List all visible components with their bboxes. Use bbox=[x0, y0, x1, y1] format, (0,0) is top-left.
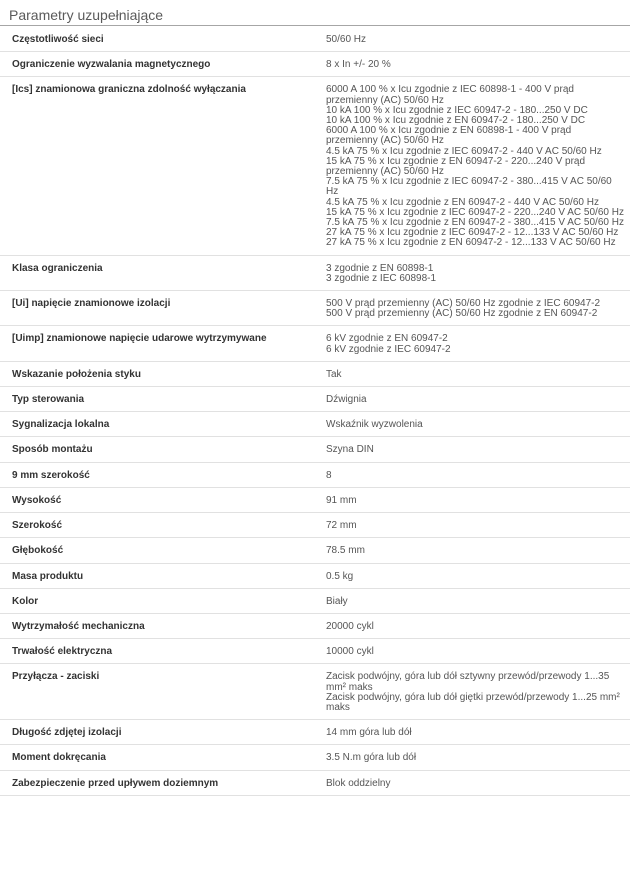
parameter-value-line: 78.5 mm bbox=[326, 545, 365, 557]
table-row bbox=[0, 437, 630, 462]
parameter-value bbox=[316, 412, 630, 437]
table-row bbox=[0, 412, 630, 437]
parameter-value-line: 500 V prąd przemienny (AC) 50/60 Hz zgodnie z IEC 60947-2 bbox=[326, 298, 601, 310]
parameter-value-line: 6 kV zgodnie z EN 60947-2 bbox=[326, 333, 448, 345]
parameter-value-line: Blok oddzielny bbox=[326, 777, 391, 789]
parameter-name: [Ui] napięcie znamionowe izolacji bbox=[0, 291, 316, 326]
parameter-name: Głębokość bbox=[0, 538, 316, 563]
parameter-value bbox=[316, 487, 630, 512]
parameter-value-line: 4.5 kA 75 % x Icu zgodnie z IEC 60947-2 - 440 V AC 50/60 Hz bbox=[326, 145, 602, 157]
parameter-value bbox=[316, 77, 630, 255]
parameter-value-line: Dźwignia bbox=[326, 394, 367, 406]
parameter-value-line: Biały bbox=[326, 595, 348, 607]
parameter-value bbox=[316, 27, 630, 52]
table-row bbox=[0, 745, 630, 770]
parameter-value-line: 15 kA 75 % x Icu zgodnie z IEC 60947-2 - 220...240 V AC 50/60 Hz bbox=[326, 206, 624, 218]
parameter-name: [Uimp] znamionowe napięcie udarowe wytrzymywane bbox=[0, 326, 316, 361]
parameter-value-line: 0.5 kg bbox=[326, 570, 354, 582]
parameter-value-line: 8 bbox=[326, 469, 332, 481]
table-row bbox=[0, 291, 630, 326]
section-divider bbox=[0, 25, 630, 26]
parameter-value-line: 72 mm bbox=[326, 520, 357, 532]
parameter-value-line: 10 kA 100 % x Icu zgodnie z EN 60947-2 - 180...250 V DC bbox=[326, 115, 586, 127]
parameter-name: Wysokość bbox=[0, 487, 316, 512]
table-row bbox=[0, 664, 630, 720]
table-row bbox=[0, 255, 630, 290]
parameter-value bbox=[316, 361, 630, 386]
table-row bbox=[0, 487, 630, 512]
parameter-value-line: 10 kA 100 % x Icu zgodnie z IEC 60947-2 - 180...250 V DC bbox=[326, 104, 588, 116]
parameter-name: Kolor bbox=[0, 588, 316, 613]
parameter-value-line: 6 kV zgodnie z IEC 60947-2 bbox=[326, 343, 451, 355]
parameter-value-line: 500 V prąd przemienny (AC) 50/60 Hz zgodnie z EN 60947-2 bbox=[326, 308, 598, 320]
table-row bbox=[0, 770, 630, 795]
parameter-value-line: 6000 A 100 % x Icu zgodnie z EN 60898-1 - 400 V prąd przemienny (AC) 50/60 Hz bbox=[326, 125, 572, 147]
parameter-value bbox=[316, 770, 630, 795]
parameter-name: Moment dokręcania bbox=[0, 745, 316, 770]
parameter-value-line: 7.5 kA 75 % x Icu zgodnie z IEC 60947-2 - 380...415 V AC 50/60 Hz bbox=[326, 176, 612, 198]
parameter-name: Ograniczenie wyzwalania magnetycznego bbox=[0, 52, 316, 77]
parameter-value-line: Zacisk podwójny, góra lub dół giętki przewód/przewody 1...25 mm² maks bbox=[326, 691, 620, 713]
table-row bbox=[0, 588, 630, 613]
table-row bbox=[0, 462, 630, 487]
section-title: Parametry uzupełniające bbox=[9, 7, 164, 23]
parameter-value-line: 27 kA 75 % x Icu zgodnie z EN 60947-2 - 12...133 V AC 50/60 Hz bbox=[326, 237, 616, 249]
parameter-value bbox=[316, 387, 630, 412]
table-row bbox=[0, 513, 630, 538]
parameter-name: Długość zdjętej izolacji bbox=[0, 720, 316, 745]
parameter-value bbox=[316, 513, 630, 538]
parameter-value bbox=[316, 613, 630, 638]
parameter-value-line: 3 zgodnie z IEC 60898-1 bbox=[326, 272, 437, 284]
parameter-value-line: 4.5 kA 75 % x Icu zgodnie z EN 60947-2 - 440 V AC 50/60 Hz bbox=[326, 196, 599, 208]
parameter-value-line: Wskaźnik wyzwolenia bbox=[326, 419, 423, 431]
parameter-value-line: 10000 cykl bbox=[326, 646, 374, 658]
parameter-name: Wytrzymałość mechaniczna bbox=[0, 613, 316, 638]
parameter-name: Masa produktu bbox=[0, 563, 316, 588]
parameter-value-line: Zacisk podwójny, góra lub dół sztywny przewód/przewody 1...35 mm² maks bbox=[326, 671, 610, 693]
table-row bbox=[0, 52, 630, 77]
parameter-value bbox=[316, 720, 630, 745]
parameter-value-line: 91 mm bbox=[326, 494, 357, 506]
parameter-name: Klasa ograniczenia bbox=[0, 255, 316, 290]
parameter-name: Wskazanie położenia styku bbox=[0, 361, 316, 386]
table-row bbox=[0, 563, 630, 588]
parameter-value-line: 7.5 kA 75 % x Icu zgodnie z EN 60947-2 - 380...415 V AC 50/60 Hz bbox=[326, 217, 624, 229]
parameter-value-line: 27 kA 75 % x Icu zgodnie z IEC 60947-2 - 12...133 V AC 50/60 Hz bbox=[326, 227, 619, 239]
table-row bbox=[0, 27, 630, 52]
parameter-name: Sposób montażu bbox=[0, 437, 316, 462]
table-row bbox=[0, 613, 630, 638]
parameter-value-line: 3 zgodnie z EN 60898-1 bbox=[326, 262, 434, 274]
parameter-value bbox=[316, 437, 630, 462]
parameter-value-line: 14 mm góra lub dół bbox=[326, 727, 412, 739]
parameter-value bbox=[316, 255, 630, 290]
parameter-value bbox=[316, 563, 630, 588]
table-row bbox=[0, 326, 630, 361]
parameter-name: Częstotliwość sieci bbox=[0, 27, 316, 52]
parameter-value-line: 15 kA 75 % x Icu zgodnie z EN 60947-2 - 220...240 V prąd przemienny (AC) 50/60 Hz bbox=[326, 155, 586, 178]
parameter-name: Sygnalizacja lokalna bbox=[0, 412, 316, 437]
parameter-value-line: 50/60 Hz bbox=[326, 34, 367, 45]
parameter-name: Przyłącza - zaciski bbox=[0, 664, 316, 720]
table-row bbox=[0, 387, 630, 412]
parameter-name: Trwałość elektryczna bbox=[0, 639, 316, 664]
parameter-value-line: Tak bbox=[326, 368, 342, 380]
parameter-value-line: 20000 cykl bbox=[326, 620, 374, 632]
parameter-name: Zabezpieczenie przed upływem doziemnym bbox=[0, 770, 316, 795]
parameter-name: 9 mm szerokość bbox=[0, 462, 316, 487]
parameter-value-line: 6000 A 100 % x Icu zgodnie z IEC 60898-1 - 400 V prąd przemienny (AC) 50/60 Hz bbox=[326, 84, 574, 106]
parameter-value bbox=[316, 538, 630, 563]
table-row bbox=[0, 720, 630, 745]
parameter-value bbox=[316, 326, 630, 361]
table-row bbox=[0, 639, 630, 664]
parameter-value bbox=[316, 462, 630, 487]
parameter-value-line: 3.5 N.m góra lub dół bbox=[326, 752, 417, 764]
parameter-value bbox=[316, 291, 630, 326]
table-row bbox=[0, 77, 630, 255]
parameter-name: [Ics] znamionowa graniczna zdolność wyłączania bbox=[0, 77, 316, 255]
parameter-value bbox=[316, 639, 630, 664]
parameter-value bbox=[316, 664, 630, 720]
parameters-table bbox=[0, 27, 630, 796]
parameter-value bbox=[316, 588, 630, 613]
parameter-value-line: 8 x In +/- 20 % bbox=[326, 59, 391, 71]
parameter-value-line: Szyna DIN bbox=[326, 444, 374, 456]
parameter-value bbox=[316, 745, 630, 770]
parameter-value bbox=[316, 52, 630, 77]
parameter-name: Szerokość bbox=[0, 513, 316, 538]
parameters-table-body bbox=[0, 27, 630, 795]
table-row bbox=[0, 538, 630, 563]
table-row bbox=[0, 361, 630, 386]
parameter-name: Typ sterowania bbox=[0, 387, 316, 412]
